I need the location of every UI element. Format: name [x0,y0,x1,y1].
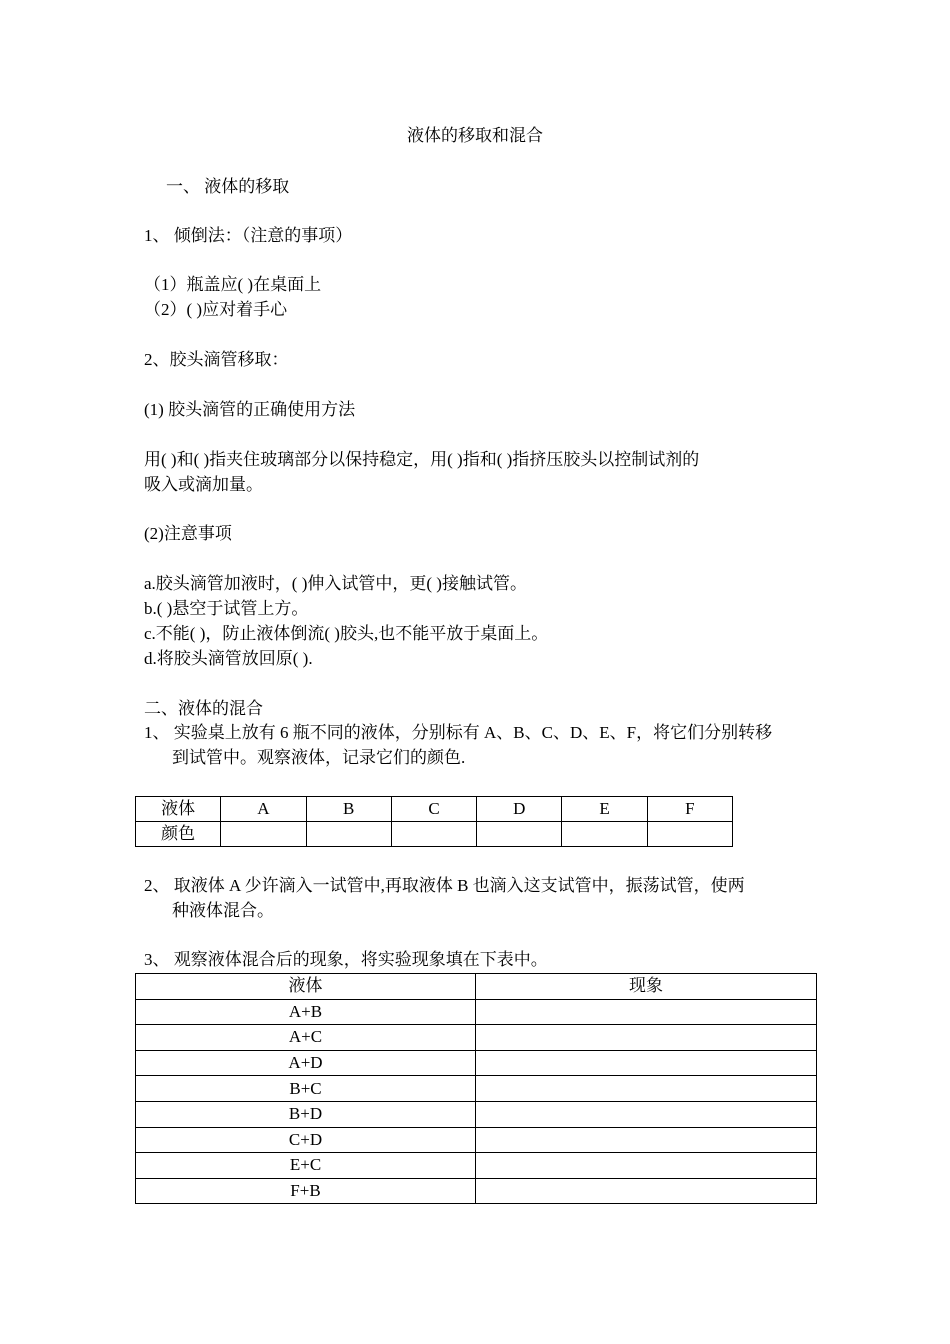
table-row [136,797,733,822]
table-cell: F [647,797,732,822]
table-row [136,1050,817,1076]
table-cell: B+D [136,1101,476,1127]
item2-sub1-title: (1) 胶头滴管的正确使用方法 [144,400,356,419]
table-cell: 液体 [136,797,221,822]
step2-line1: 2、 取液体 A 少许滴入一试管中,再取液体 B 也滴入这支试管中，振荡试管，使两 [144,876,745,895]
table-row [136,822,733,847]
empty-cell [476,1127,817,1153]
table-row [136,1127,817,1153]
table-cell: 颜色 [136,822,221,847]
table-header: 液体 [136,974,476,1000]
item2-sub2-title: (2)注意事项 [144,524,232,543]
empty-cell [476,1178,817,1204]
table-cell: C [391,797,476,822]
table-row [136,1076,817,1102]
empty-cell [476,1025,817,1051]
empty-cell [477,822,562,847]
table-cell: B+C [136,1076,476,1102]
empty-cell [476,1076,817,1102]
table-row [136,1153,817,1179]
table-cell: C+D [136,1127,476,1153]
section1-heading: 一、 液体的移取 [166,177,290,196]
item1-title: 1、 倾倒法：（注意的事项） [144,226,353,245]
table-header: 现象 [476,974,817,1000]
note-d: d.将胶头滴管放回原( ). [144,649,313,668]
mix-table [135,973,817,1204]
table-row [136,999,817,1025]
empty-cell [476,999,817,1025]
item1-point-1: （1）瓶盖应( )在桌面上 [144,275,322,294]
empty-cell [391,822,476,847]
table-cell: A+C [136,1025,476,1051]
table-header-row [136,974,817,1000]
table-cell: F+B [136,1178,476,1204]
table-cell: B [306,797,391,822]
table-cell: E+C [136,1153,476,1179]
table-cell: D [477,797,562,822]
empty-cell [306,822,391,847]
table-cell: A+B [136,999,476,1025]
item2-sub1-text-line1: 用( )和( )指夹住玻璃部分以保持稳定，用( )指和( )指挤压胶头以控制试剂的 [144,450,700,469]
empty-cell [647,822,732,847]
step2-line2: 种液体混合。 [172,901,274,920]
item2-title: 2、胶头滴管移取： [144,350,289,369]
note-c: c.不能( )，防止液体倒流( )胶头,也不能平放于桌面上。 [144,624,549,643]
table-cell: A+D [136,1050,476,1076]
step1-line2: 到试管中。观察液体，记录它们的颜色. [172,748,466,767]
table-cell: E [562,797,647,822]
empty-cell [221,822,306,847]
empty-cell [476,1101,817,1127]
item1-point-2: （2）( )应对着手心 [144,300,288,319]
empty-cell [562,822,647,847]
step3-text: 3、 观察液体混合后的现象，将实验现象填在下表中。 [144,950,548,969]
table-cell: A [221,797,306,822]
table-row [136,1101,817,1127]
color-table [135,796,733,847]
empty-cell [476,1050,817,1076]
note-b: b.( )悬空于试管上方。 [144,599,309,618]
step1-line1: 1、 实验桌上放有 6 瓶不同的液体，分别标有 A、B、C、D、E、F，将它们分别转移 [144,723,773,742]
table-row [136,1178,817,1204]
item2-sub1-text-line2: 吸入或滴加量。 [144,475,263,494]
section2-heading: 二、液体的混合 [144,699,263,718]
note-a: a.胶头滴管加液时，( )伸入试管中，更( )接触试管。 [144,574,527,593]
table-row [136,1025,817,1051]
page-title: 液体的移取和混合 [407,126,543,145]
empty-cell [476,1153,817,1179]
